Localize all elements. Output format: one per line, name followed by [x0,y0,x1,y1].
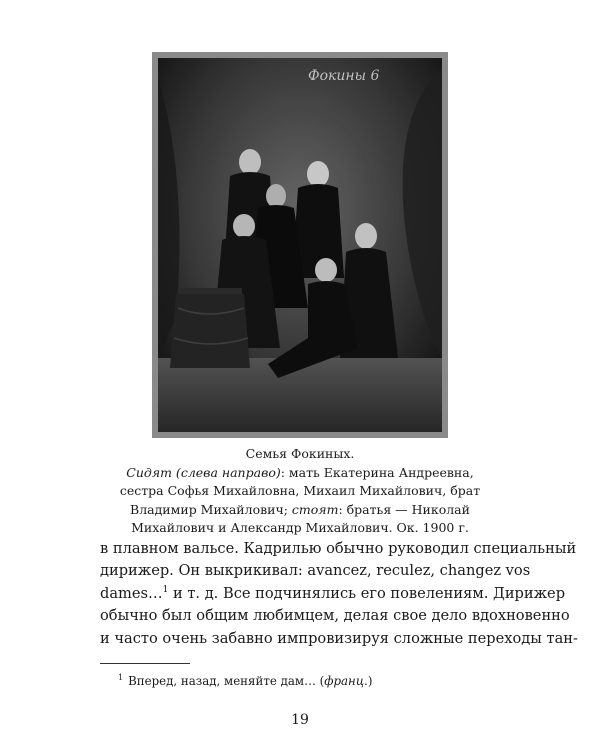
caption-line-5: Михайлович и Александр Михайлович. Ок. 1900 г. [131,520,469,535]
footnote-text: Вперед, назад, меняйте дам… ( [128,674,325,688]
caption-line-2-rest: : мать Екатерина Андреевна, [280,464,474,480]
footnote-lang: франц. [324,674,368,688]
photo-caption [100,445,500,538]
body-line-3-b: и т. д. Все подчинялись его повелениям. Дирижер [168,584,566,602]
caption-seated-label: Сидят (слева направо) [126,464,281,480]
photo-frame [152,52,448,438]
body-line-2: дирижер. Он выкрикивал: avancez, reculez, changez vos [100,562,531,580]
caption-line-4-rest: : братья — Николай [338,501,470,517]
footnote-reference[interactable]: 1 [162,584,169,595]
caption-standing-label: стоят [291,501,339,517]
footnote-mark: 1 [118,673,124,683]
page-number: 19 [291,712,309,728]
caption-title: Семья Фокиных. [245,446,355,461]
body-line-3 [100,583,566,605]
caption-line-2 [100,464,500,483]
body-line-5: и часто очень забавно импровизируя сложные переходы тан- [100,629,578,647]
caption-line-4 [100,501,500,520]
body-line-3-a: dames… [100,584,163,602]
footnote [118,673,372,689]
caption-line-3: сестра Софья Михайловна, Михаил Михайлович, брат [119,483,481,498]
footnote-divider [100,663,190,664]
photo-inscription: Фокины 6 [308,68,380,84]
caption-line-4-start: Владимир Михайлович; [130,501,292,517]
body-line-1: в плавном вальсе. Кадрилью обычно руководил специальный [100,540,577,557]
family-photo [158,58,442,432]
footnote-close: ) [367,674,373,688]
body-line-4: обычно был общим любимцем, делая свое дело вдохновенно [100,607,570,625]
body-paragraph [100,538,578,650]
